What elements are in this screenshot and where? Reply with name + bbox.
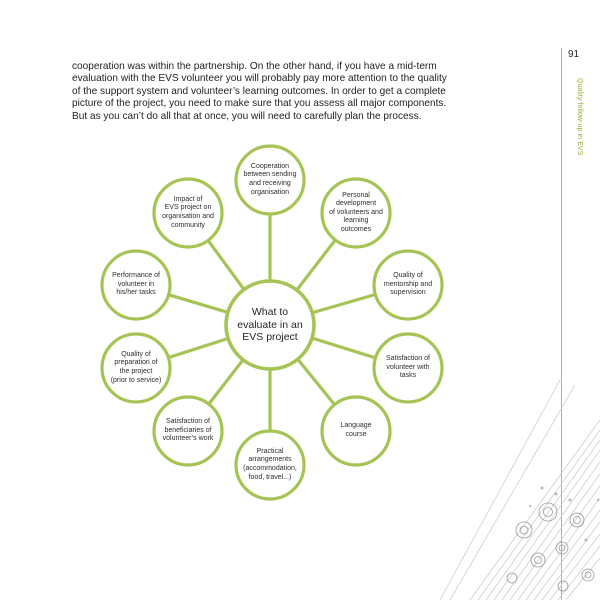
node-label: Language course <box>340 422 372 438</box>
body-line: of the support system and volunteer’s learning outcomes. In order to get a complete <box>72 85 446 97</box>
connector-line <box>206 237 247 293</box>
running-head: Quality follow-up in EVS <box>576 78 583 156</box>
node-label: Personal development of volunteers and learning outcomes <box>329 191 383 233</box>
connector-line <box>165 337 232 359</box>
connector-line <box>206 357 245 408</box>
center-label: What to evaluate in an EVS project <box>237 306 303 344</box>
node-label: Performance of volunteer in his/her tasks <box>112 272 160 297</box>
node-label: Quality of preparation of the project (prior to service) <box>110 350 162 384</box>
connector-line <box>308 337 379 359</box>
node-label: Practical arrangements (accommodation, food, travel...) <box>243 447 297 481</box>
body-line: picture of the project, you need to make sure that you assess all major components. <box>72 98 447 110</box>
node-label: Cooperation between sending and receiving organisation <box>243 162 297 196</box>
node-label: Satisfaction of volunteer with tasks <box>386 355 430 380</box>
node-label: Quality of mentorship and supervision <box>383 272 433 297</box>
body-line: cooperation was within the partnership. On the other hand, if you have a mid-term <box>72 61 437 72</box>
connector-line <box>165 294 232 314</box>
connector-line <box>294 237 337 293</box>
connector-line <box>308 293 379 314</box>
node-label: Impact of EVS project on organisation and community <box>162 195 214 229</box>
body-line: evaluation with the EVS volunteer you will probably pay more attention to the quality <box>72 73 447 85</box>
node-label: Satisfaction of beneficiaries of volunteer’s work <box>162 418 214 443</box>
connector-line <box>295 356 337 408</box>
page-number: 91 <box>568 49 580 60</box>
body-line: But as you can’t do all that at once, you will need to carefully plan the process. <box>72 110 422 122</box>
